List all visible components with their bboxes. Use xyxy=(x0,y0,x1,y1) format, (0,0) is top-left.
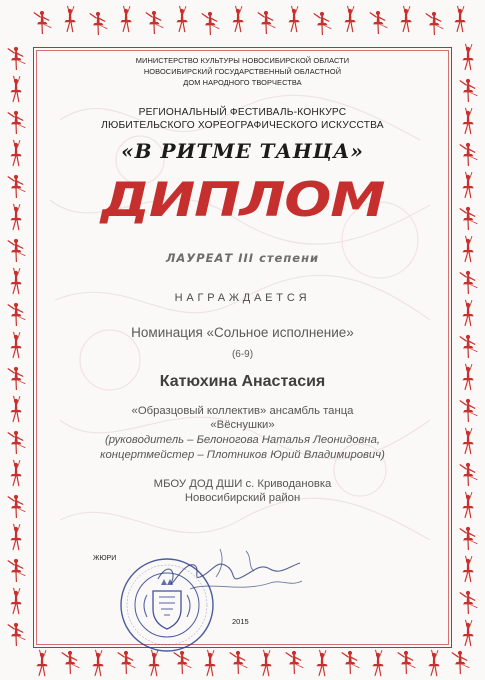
collective-line-2: «Вёснушки» xyxy=(210,419,275,431)
age-group: (6-9) xyxy=(231,349,254,360)
signature-icon xyxy=(150,541,310,611)
leaders-line-1: (руководитель – Белоногова Наталья Леонидовна, xyxy=(104,434,381,446)
school-line-2: Новосибирский район xyxy=(184,492,301,504)
diploma-title: ДИПЛОМ xyxy=(100,173,385,228)
festival-line-1: РЕГИОНАЛЬНЫЙ ФЕСТИВАЛЬ-КОНКУРС xyxy=(138,107,347,118)
festival-line-2: ЛЮБИТЕЛЬСКОГО ХОРЕОГРАФИЧЕСКОГО ИСКУССТВА xyxy=(101,120,384,131)
year: 2015 xyxy=(232,617,249,626)
recipient-name: Катюхина Анастасия xyxy=(159,373,326,390)
nomination: Номинация «Сольное исполнение» xyxy=(131,325,354,340)
ministry-line-3: ДОМ НАРОДНОГО ТВОРЧЕСТВА xyxy=(183,78,302,87)
awarded-heading: НАГРАЖДАЕТСЯ xyxy=(174,292,311,304)
ministry-line-2: НОВОСИБИРСКИЙ ГОСУДАРСТВЕННЫЙ ОБЛАСТНОЙ xyxy=(143,67,342,76)
festival-name: «В РИТМЕ ТАНЦА» xyxy=(121,139,364,163)
laureate-degree: ЛАУРЕАТ III степени xyxy=(165,251,320,265)
collective-line-1: «Образцовый коллектив» ансамбль танца xyxy=(131,405,354,417)
leaders-line-2: концертмейстер – Плотников Юрий Владимирович) xyxy=(100,449,385,461)
jury-label: ЖЮРИ xyxy=(93,555,117,562)
school-line-1: МБОУ ДОД ДШИ с. Криводановка xyxy=(153,478,332,490)
ministry-line-1: МИНИСТЕРСТВО КУЛЬТУРЫ НОВОСИБИРСКОЙ ОБЛАСТИ xyxy=(135,56,350,65)
